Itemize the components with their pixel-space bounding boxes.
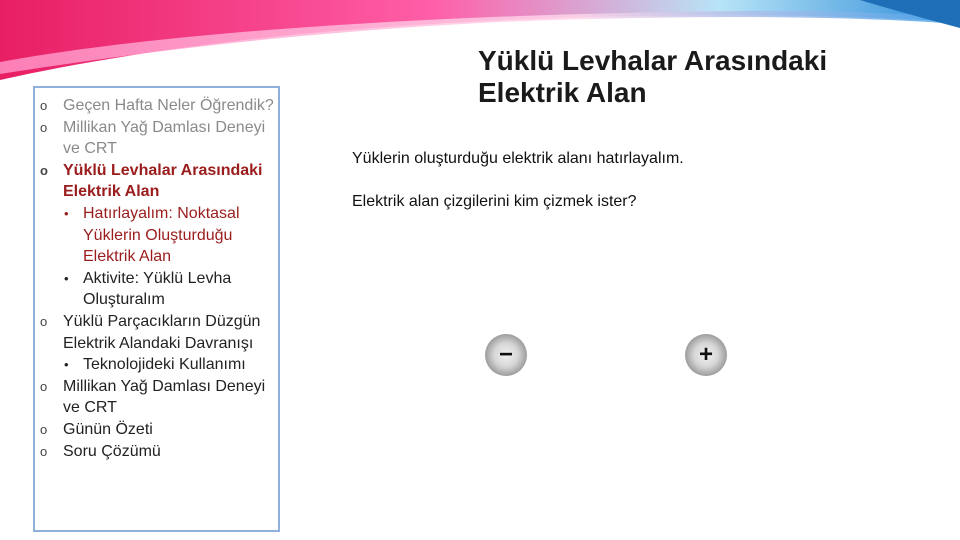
bullet-circle-icon: o <box>40 98 48 113</box>
minus-sign: − <box>498 341 513 368</box>
bullet-circle-icon: o <box>40 378 48 394</box>
agenda-item-label: Hatırlayalım: Noktasal Yüklerin Oluşturduğu Elektrik Alan <box>83 204 240 266</box>
bullet-dot-icon: • <box>64 357 69 373</box>
intro-text: Yüklerin oluşturduğu elektrik alanı hatırlayalım. <box>352 150 684 167</box>
agenda-item-label: Millikan Yağ Damlası Deneyi ve CRT <box>63 377 266 417</box>
slide-title: Yüklü Levhalar Arasındaki Elektrik Alan <box>478 45 828 108</box>
question-text: Elektrik alan çizgilerini kim çizmek ister? <box>352 193 637 210</box>
negative-charge-icon[interactable] <box>485 334 527 376</box>
bullet-circle-icon: o <box>40 443 48 459</box>
positive-charge-icon[interactable] <box>685 334 727 376</box>
agenda-item-label: Aktivite: Yüklü Levha Oluşturalım <box>83 269 232 309</box>
agenda-item-label: Soru Çözümü <box>63 442 161 460</box>
agenda-item-label: Günün Özeti <box>63 420 153 438</box>
agenda-item-label: Geçen Hafta Neler Öğrendik? <box>63 97 274 114</box>
agenda-item[interactable] <box>40 95 280 117</box>
bullet-circle-icon: o <box>40 313 48 329</box>
bullet-dot-icon: • <box>64 205 69 221</box>
agenda-subitem[interactable] <box>40 203 280 268</box>
agenda-item[interactable] <box>40 160 280 203</box>
agenda-item[interactable] <box>40 419 280 441</box>
agenda-item-label: Yüklü Levhalar Arasındaki Elektrik Alan <box>63 161 263 201</box>
agenda-list <box>40 95 280 462</box>
plus-sign: + <box>698 341 713 368</box>
agenda-subitem[interactable] <box>40 354 280 376</box>
bullet-circle-icon: o <box>40 162 48 178</box>
agenda-item-label: Yüklü Parçacıkların Düzgün Elektrik Alandaki Davranışı <box>63 312 261 352</box>
agenda-item[interactable] <box>40 311 280 354</box>
agenda-item[interactable] <box>40 376 280 419</box>
bullet-dot-icon: • <box>64 270 69 286</box>
agenda-item-label: Millikan Yağ Damlası Deneyi ve CRT <box>63 118 266 158</box>
bullet-circle-icon: o <box>40 421 48 437</box>
agenda-item-label: Teknolojideki Kullanımı <box>83 356 246 374</box>
agenda-item[interactable] <box>40 441 280 463</box>
agenda-item[interactable] <box>40 117 280 160</box>
bullet-circle-icon: o <box>40 119 48 135</box>
agenda-subitem[interactable] <box>40 268 280 311</box>
